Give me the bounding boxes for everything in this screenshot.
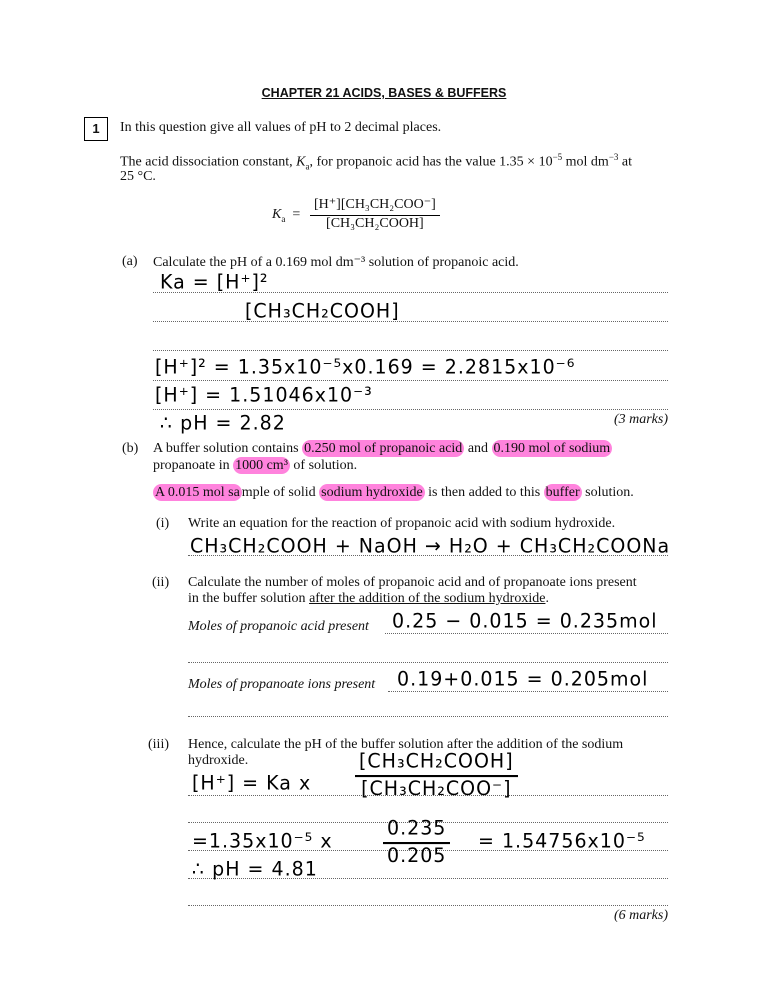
acid-moles-label: Moles of propanoic acid present (188, 619, 369, 634)
part-a-label: (a) (122, 254, 138, 269)
part-bii-line1: Calculate the number of moles of propanoic acid and of propanoate ions present (188, 575, 637, 590)
question-number: 1 (84, 117, 108, 141)
part-bii-label: (ii) (152, 575, 170, 590)
answer-a-line5: ∴ pH = 2.82 (160, 411, 286, 435)
ka-denominator: [CH₃CH₂COOH] (326, 216, 424, 231)
ka-sentence: The acid dissociation constant, $K_a$, for propanoic acid has the value $1.35 \times 10^{-5}$ mol $dm^{-3}$ at (120, 152, 633, 172)
ka-sentence-line2: 25 °C. (120, 169, 156, 184)
part-bi-label: (i) (156, 516, 170, 531)
ions-moles-answer: 0.19+0.015 = 0.205mol (397, 667, 649, 691)
answer-bi: CH₃CH₂COOH + NaOH → H₂O + CH₃CH₂COONa (190, 534, 671, 558)
part-b-line3: A 0.015 mol sa mple of solid sodium hydroxide is then added to this buffer solution. (155, 485, 634, 500)
answer-biii-ph: ∴ pH = 4.81 (192, 857, 318, 881)
answer-biii-line2-rhs: = 1.54756x10⁻⁵ (478, 829, 646, 853)
answer-biii-lhs: [H⁺] = Ka x (192, 771, 312, 795)
fraction2-denominator: 0.205 (387, 844, 447, 868)
part-biii-line1: Hence, calculate the pH of the buffer solution after the addition of the sodium (188, 737, 624, 752)
answer-a-line4: [H⁺] = 1.51046x10⁻³ (155, 383, 373, 407)
ka-fraction (310, 196, 440, 232)
answer-biii-fraction1 (355, 750, 518, 800)
part-b-label: (b) (122, 441, 139, 456)
part-a-question: Calculate the pH of a 0.169 mol dm⁻³ solution of propanoic acid. (153, 255, 519, 270)
part-bi-question: Write an equation for the reaction of propanoic acid with sodium hydroxide. (188, 516, 616, 531)
acid-moles-answer: 0.25 − 0.015 = 0.235mol (392, 609, 658, 633)
intro-text: In this question give all values of pH to 2 decimal places. (120, 120, 442, 135)
fraction2-numerator: 0.235 (383, 817, 450, 844)
answer-a-line1: Ka = [H⁺]² (160, 270, 269, 294)
part-biii-line2: hydroxide. (188, 753, 249, 768)
fraction1-denominator: [CH₃CH₂COO⁻] (361, 777, 512, 801)
part-biii-label: (iii) (148, 737, 169, 752)
part-biii-marks: (6 marks) (613, 908, 668, 923)
part-bii-line2: in the buffer solution after the addition of the sodium hydroxide. (188, 591, 549, 606)
answer-a-line3: [H⁺]² = 1.35x10⁻⁵x0.169 = 2.2815x10⁻⁶ (155, 355, 576, 379)
part-a-marks: (3 marks) (613, 412, 668, 427)
ka-numerator: [H⁺][CH₃CH₂COO⁻] (310, 196, 440, 216)
fraction1-numerator: [CH₃CH₂COOH] (355, 750, 518, 777)
answer-biii-line2-lhs: =1.35x10⁻⁵ x (192, 829, 333, 853)
part-b-line1: A buffer solution contains 0.250 mol of propanoic acid and 0.190 mol of sodium (153, 441, 611, 456)
ka-lhs: $K_a$ = (272, 207, 301, 224)
part-b-line2: propanoate in 1000 cm³ of solution. (153, 458, 358, 473)
answer-biii-fraction2 (383, 817, 450, 867)
answer-a-line2: [CH₃CH₂COOH] (245, 299, 400, 323)
ions-moles-label: Moles of propanoate ions present (188, 677, 376, 692)
chapter-title: CHAPTER 21 ACIDS, BASES & BUFFERS (261, 86, 507, 100)
